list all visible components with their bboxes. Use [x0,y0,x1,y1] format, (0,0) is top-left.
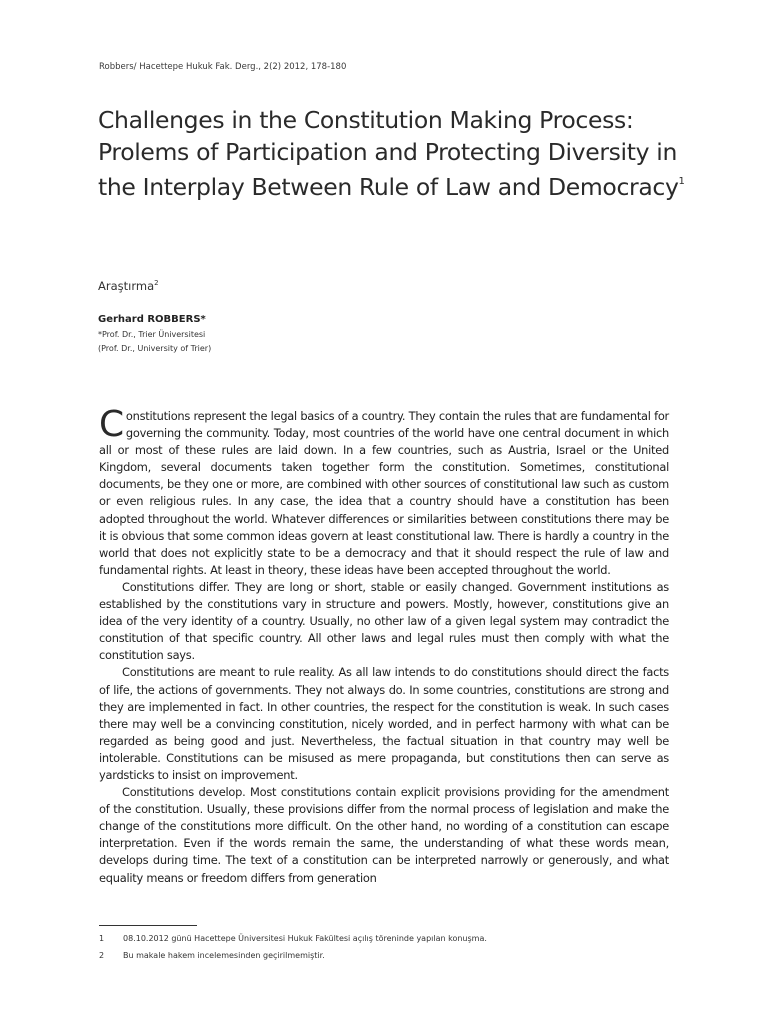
article-title [98,104,698,203]
body-paragraph-2: Constitutions differ. They are long or short, stable or easily changed. Government institutions as established by the constitutions vary in structure and powers. Mostly, however, constitutions give an idea of the very identity of a country. Usually, no other law of a given legal system may contradict the constitution of that specific country. All other laws and legal rules must then comply with what the constitution says. [99,579,669,663]
footnote-number: 1 [99,934,105,943]
footnote-text: Bu makale hakem incelemesinden geçirilmemiştir. [123,951,325,960]
running-header: Robbers/ Hacettepe Hukuk Fak. Derg., 2(2) 2012, 178-180 [99,62,347,72]
drop-cap: C [99,404,124,445]
paragraph-text: onstitutions represent the legal basics of a country. They contain the rules that are fundamental for governing the community. Today, most countries of the world have one central document in which all or most of these rules are laid down. In a few countries, such as Austria, Israel or the United Kingdom, several documents taken together form the constitution. Sometimes, constitutional documents, be they one or more, are combined with other sources of constitutional law such as custom or even religious rules. In any case, the idea that a country should have a constitution has been adopted throughout the world. Whatever differences or similarities between constitutions there may be it is obvious that some common ideas govern at least constitutional law. There is hardly a country in the world that does not explicitly state to be a democracy and that it should respect the rule of law and fundamental rights. At least in theory, these ideas have been accepted throughout the world. [99,409,669,577]
footnote-text: 08.10.2012 günü Hacettepe Üniversitesi Hukuk Fakültesi açılış töreninde yapılan konuşma. [123,934,487,943]
author-affiliation-en: (Prof. Dr., University of Trier) [98,344,212,353]
footnote-1 [99,934,669,943]
article-type-label: Araştırma [98,279,155,293]
footnote-divider [99,925,197,926]
type-footnote-mark: 2 [154,279,159,288]
article-type [98,279,159,293]
author-affiliation-tr: *Prof. Dr., Trier Üniversitesi [98,330,206,339]
article-body [99,404,669,887]
body-paragraph-4: Constitutions develop. Most constitutions contain explicit provisions providing for the amendment of the constitution. Usually, these provisions differ from the normal process of legislation and make the change of the constitutions more difficult. On the other hand, no wording of a constitution can escape interpretation. Even if the words remain the same, the understanding of what these words mean, develops during time. The text of a constitution can be interpreted narrowly or generously, and what equality means or freedom differs from generation [99,785,669,885]
body-paragraph-1 [99,404,669,579]
article-title-text: Challenges in the Constitution Making Process: Prolems of Participation and Protecting Diversity in the Interplay Between Rule of Law and Democracy [98,106,679,201]
body-paragraph-3: Constitutions are meant to rule reality. As all law intends to do constitutions should direct the facts of life, the actions of governments. They not always do. In some countries, constitutions are strong and they are implemented in fact. In other countries, the respect for the constitution is weak. In such cases there may well be a convincing constitution, nicely worded, and in perfect harmony with what can be regarded as being good and just. Nevertheless, the factual situation in that country may well be intolerable. Constitutions can be misused as mere propaganda, but constitutions then can serve as yardsticks to insist on improvement. [99,665,669,782]
title-footnote-mark: 1 [678,176,685,187]
footnote-2 [99,951,669,960]
footnote-number: 2 [99,951,105,960]
author-name: Gerhard ROBBERS* [98,314,206,325]
